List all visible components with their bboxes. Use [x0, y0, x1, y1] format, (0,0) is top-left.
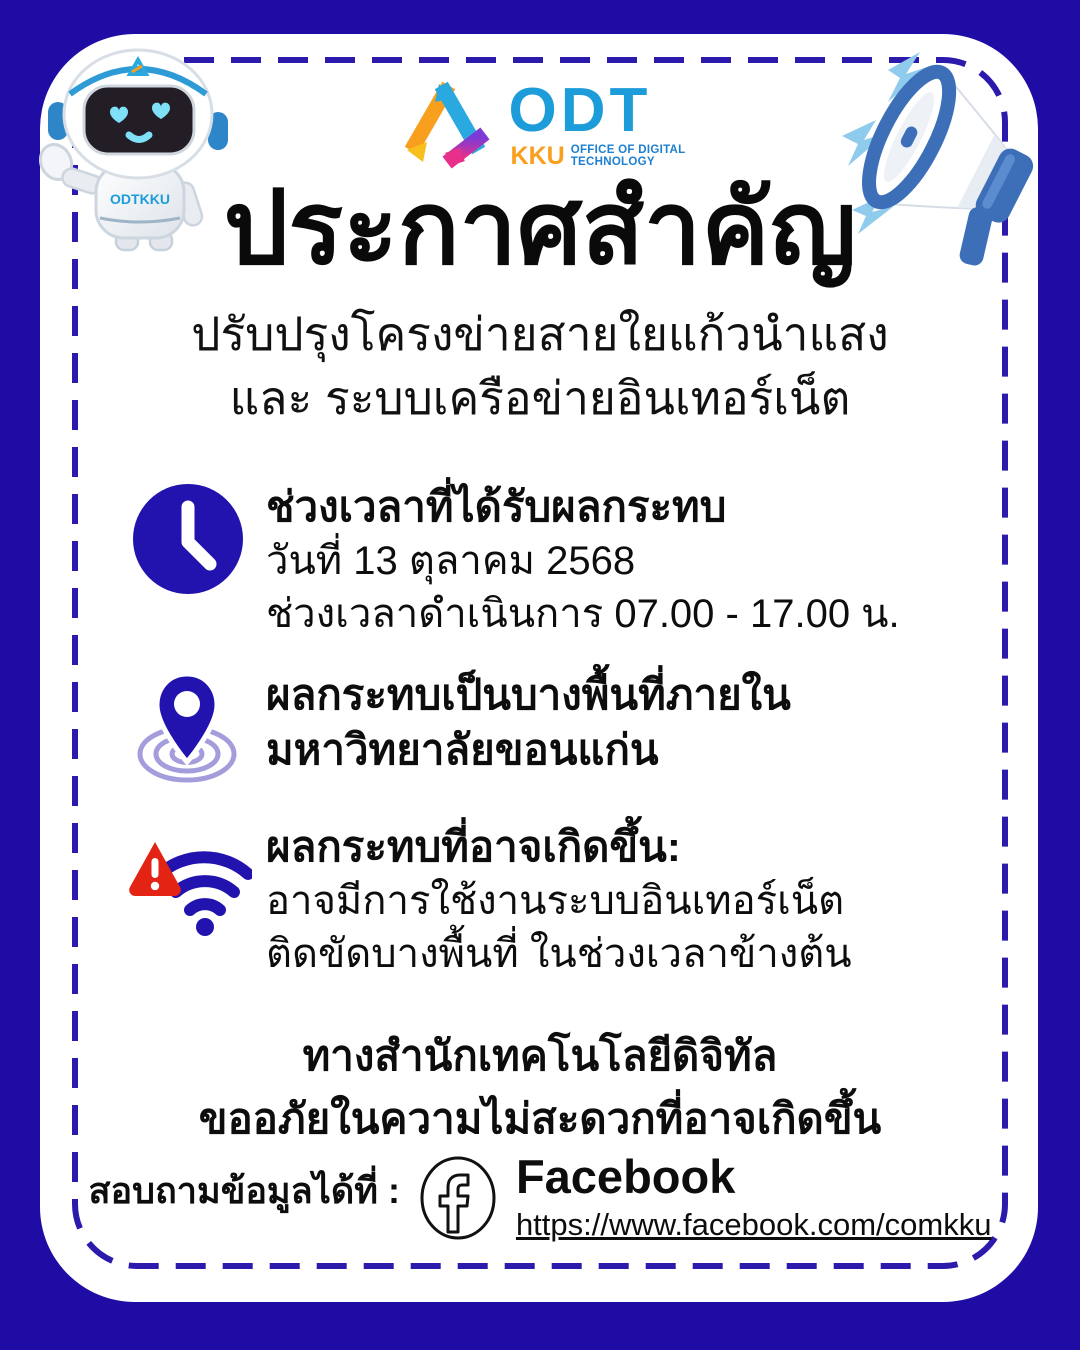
facebook-icon — [418, 1155, 498, 1241]
robot-mascot — [34, 36, 242, 254]
poster-subtitle — [0, 302, 1080, 431]
subtitle-line1: ปรับปรุงโครงข่ายสายใยแก้วนำแสง — [191, 308, 889, 360]
impact-heading: ผลกระทบที่อาจเกิดขึ้น: — [266, 823, 681, 870]
wifi-alert-icon — [124, 820, 252, 942]
impact-line2: ติดขัดบางพื้นที่ ในช่วงเวลาข้างต้น — [266, 931, 852, 976]
apology-line2: ขออภัยในความไม่สะดวกที่อาจเกิดขึ้น — [198, 1095, 882, 1142]
logo-org-line1: OFFICE OF DIGITAL — [570, 144, 686, 156]
location-pin-icon — [130, 668, 246, 784]
logo-name: ODT — [508, 76, 652, 145]
time-line2: ช่วงเวลาดำเนินการ 07.00 - 17.00 น. — [266, 591, 900, 636]
facebook-link[interactable]: https://www.facebook.com/comkku — [515, 1207, 992, 1243]
section-impact — [118, 820, 852, 981]
apology-line1: ทางสำนักเทคโนโลยีดิจิทัล — [302, 1032, 778, 1079]
area-line1: ผลกระทบเป็นบางพื้นที่ภายใน — [266, 671, 791, 718]
apology-text — [0, 1024, 1080, 1150]
contact-row — [0, 1152, 1080, 1243]
impact-line1: อาจมีการใช้งานระบบอินเทอร์เน็ต — [266, 878, 845, 923]
contact-platform: Facebook — [515, 1150, 736, 1203]
poster-title: ประกาศสำคัญ — [223, 171, 857, 285]
section-time — [118, 480, 900, 641]
contact-label: สอบถามข้อมูลได้ที่ : — [88, 1170, 400, 1212]
logo-org-line2: TECHNOLOGY — [570, 156, 655, 169]
subtitle-line2: และ ระบบเครือข่ายอินเทอร์เน็ต — [229, 372, 851, 425]
section-area — [118, 668, 791, 784]
mascot-chest-label: ODTKKU — [110, 191, 170, 207]
time-heading: ช่วงเวลาที่ได้รับผลกระทบ — [266, 483, 727, 530]
time-line1: วันที่ 13 ตุลาคม 2568 — [266, 538, 636, 583]
clock-icon — [129, 480, 247, 598]
logo-kku: KKU — [510, 142, 565, 170]
area-line2: มหาวิทยาลัยขอนแก่น — [266, 725, 659, 773]
megaphone-icon — [824, 40, 1064, 285]
odt-triangle-icon — [395, 78, 495, 174]
